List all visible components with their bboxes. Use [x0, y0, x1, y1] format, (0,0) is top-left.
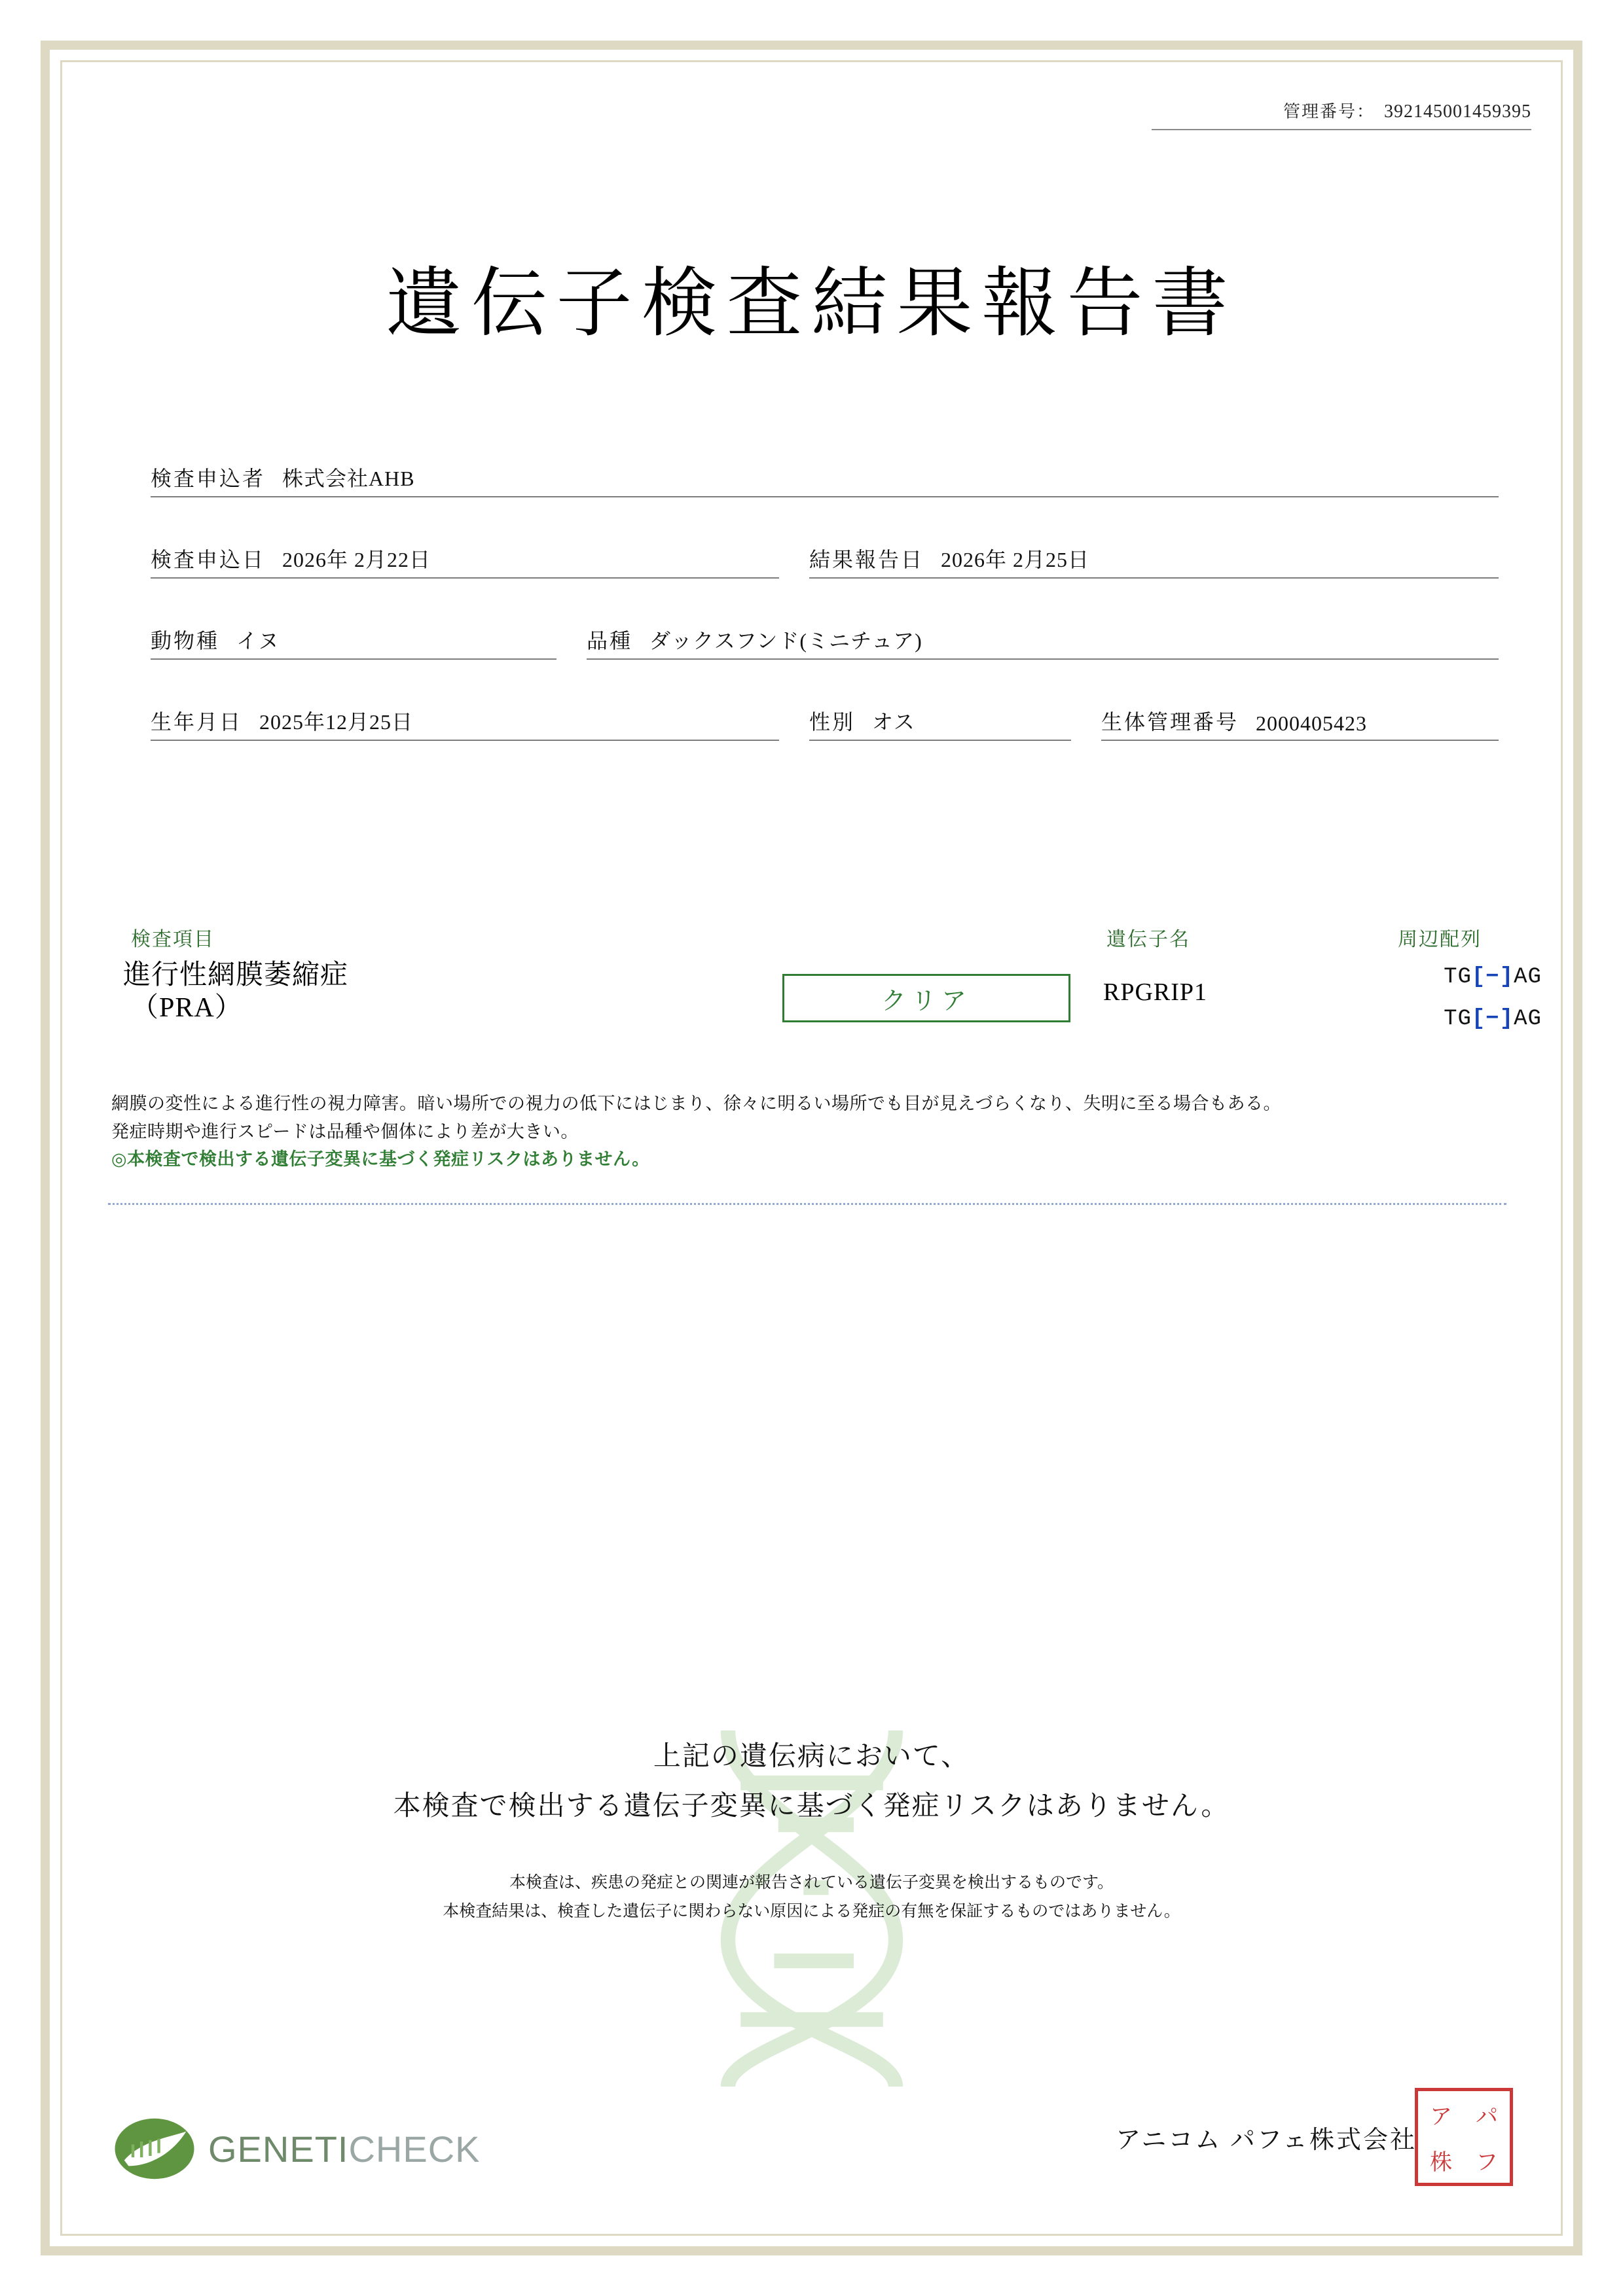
sequence-2-prefix: TG [1444, 1007, 1472, 1031]
sex-cell [809, 695, 1071, 741]
logo-wordmark-part2: CHECK [348, 2128, 481, 2170]
disease-name-block [123, 960, 348, 1024]
report-date-value: 2026年 2月25日 [941, 548, 1090, 571]
sequence-2-mutation: [−] [1471, 1007, 1514, 1031]
breed-value: ダックスフンド(ミニチュア) [649, 629, 922, 653]
seal-char-1: ア [1430, 2104, 1452, 2129]
result-badge [782, 974, 1070, 1022]
seal-char-2: パ [1476, 2104, 1498, 2129]
management-number-value: 2000405423 [1256, 711, 1368, 735]
applicant-value: 株式会社AHB [282, 467, 415, 490]
report-date-cell [809, 533, 1499, 579]
subject-info-table [151, 452, 1499, 776]
sex-label: 性別 [809, 710, 856, 734]
control-number-block [1152, 98, 1531, 130]
test-result-section [111, 923, 1542, 1058]
conclusion-block [92, 1734, 1531, 1823]
sequence-1-prefix: TG [1444, 965, 1472, 990]
sequence-allele-2 [1395, 1007, 1591, 1031]
conclusion-line-2: 本検査で検出する遺伝子変異に基づく発症リスクはありません。 [393, 1790, 1230, 1821]
birth-date-cell [151, 695, 779, 741]
apply-date-value: 2026年 2月22日 [282, 548, 431, 571]
info-row-dates [151, 533, 1499, 579]
sequence-column [1395, 965, 1591, 1049]
column-header-sequence: 周辺配列 [1398, 929, 1482, 950]
info-row-birth [151, 695, 1499, 741]
test-result-row [111, 960, 1542, 1058]
species-label: 動物種 [151, 629, 220, 653]
management-number-label: 生体管理番号 [1101, 710, 1239, 734]
applicant-cell [151, 452, 1499, 497]
control-number-value: 392145001459395 [1384, 101, 1531, 122]
birth-date-label: 生年月日 [151, 710, 243, 734]
applicant-label: 検査申込者 [151, 467, 266, 490]
disclaimer-block [92, 1869, 1531, 1926]
column-header-test-item: 検査項目 [131, 929, 215, 950]
seal-char-3: 株 [1430, 2150, 1452, 2175]
breed-label: 品種 [587, 629, 633, 653]
species-cell [151, 614, 556, 660]
apply-date-label: 検査申込日 [151, 548, 266, 571]
management-number-cell [1101, 695, 1499, 741]
sex-value: オス [872, 710, 915, 734]
apply-date-cell [151, 533, 779, 579]
description-risk-statement: ◎本検査で検出する遺伝子変異に基づく発症リスクはありません。 [111, 1149, 650, 1170]
disease-description [111, 1090, 1505, 1174]
section-divider [108, 1203, 1506, 1205]
result-badge-label: クリア [881, 987, 972, 1015]
seal-char-4: フ [1476, 2150, 1498, 2175]
breed-cell [587, 614, 1499, 660]
disease-name-abbrev: （PRA） [131, 992, 243, 1023]
logo-wordmark [208, 2128, 481, 2170]
leaf-logo-icon [111, 2113, 198, 2185]
disclaimer-line-2: 本検査結果は、検査した遺伝子に関わらない原因による発症の有無を保証するものではありません。 [443, 1901, 1180, 1920]
logo-wordmark-part1: GENETI [208, 2128, 349, 2170]
column-header-gene: 遺伝子名 [1106, 929, 1190, 950]
sequence-1-suffix: AG [1514, 965, 1542, 990]
control-number-label: 管理番号： [1283, 102, 1375, 121]
sequence-2-suffix: AG [1514, 1007, 1542, 1031]
report-content [92, 79, 1542, 2217]
sequence-allele-1 [1395, 965, 1591, 990]
sequence-1-mutation: [−] [1471, 965, 1514, 990]
company-name: アニコム パフェ株式会社 [1116, 2126, 1417, 2154]
disclaimer-line-1: 本検査は、疾患の発症との関連が報告されている遺伝子変異を検出するものです。 [509, 1873, 1114, 1892]
description-line-2: 発症時期や進行スピードは品種や個体により差が大きい。 [111, 1121, 579, 1141]
disease-name: 進行性網膜萎縮症 [123, 960, 349, 990]
report-date-label: 結果報告日 [809, 548, 924, 571]
info-row-applicant [151, 452, 1499, 497]
species-value: イヌ [236, 629, 280, 653]
gene-name: RPGRIP1 [1103, 978, 1208, 1006]
info-row-species [151, 614, 1499, 660]
description-line-1: 網膜の変性による進行性の視力障害。暗い場所での視力の低下にはじまり、徐々に明るい場所でも目が見えづらくなり、失明に至る場合もある。 [111, 1094, 1281, 1113]
birth-date-value: 2025年12月25日 [259, 710, 414, 734]
page-title: 遺伝子検査結果報告書 [386, 262, 1237, 346]
geneticheck-logo [111, 2113, 481, 2185]
conclusion-line-1: 上記の遺伝病において、 [653, 1740, 970, 1771]
company-seal-stamp [1415, 2088, 1513, 2186]
test-result-header-row [111, 923, 1505, 953]
